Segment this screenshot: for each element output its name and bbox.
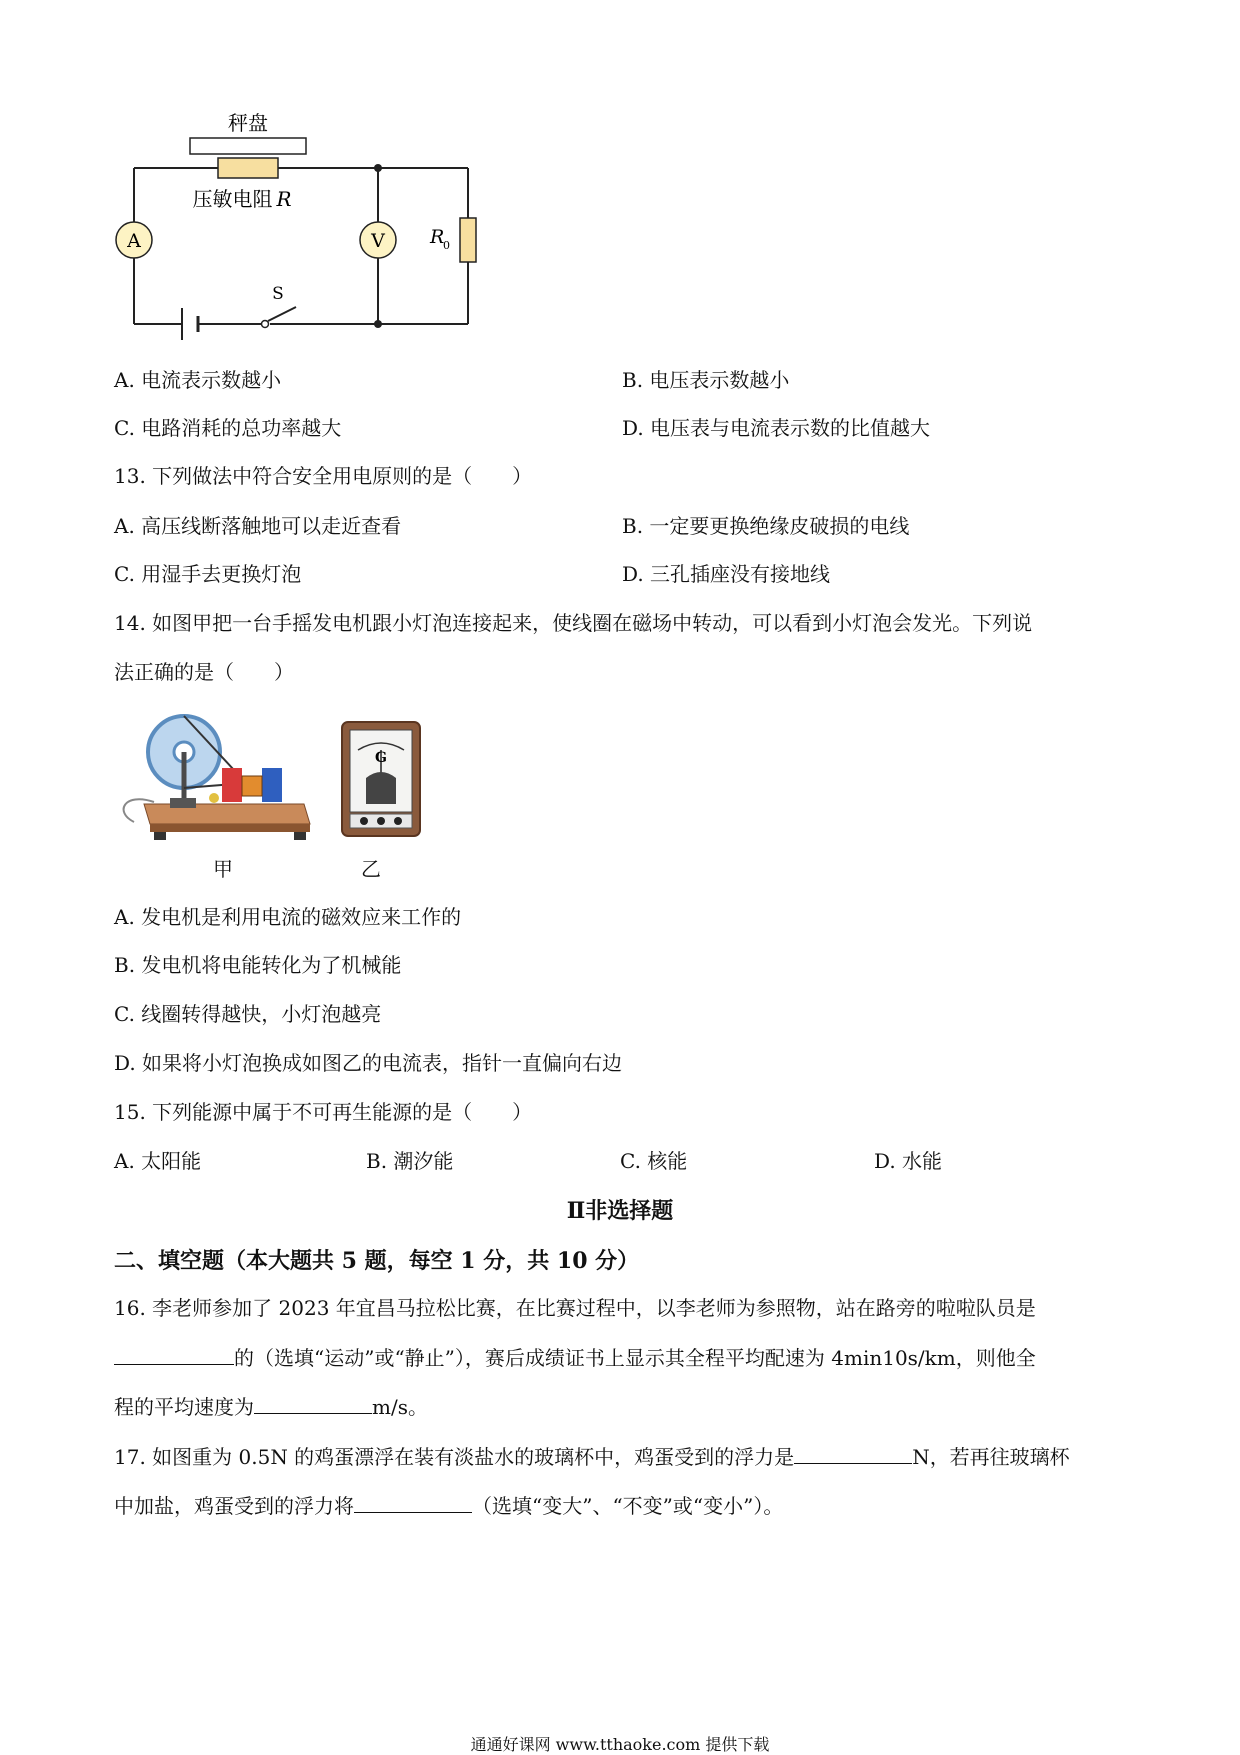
q12-option-b[interactable]: B. 电压表示数越小 bbox=[622, 368, 790, 392]
ammeter-label: A bbox=[127, 230, 141, 252]
pressure-resistor bbox=[218, 158, 278, 178]
galvanometer-figure bbox=[340, 720, 422, 840]
q17-line2 bbox=[114, 1490, 783, 1520]
q17-line1-prefix: 17. 如图重为 0.5N 的鸡蛋漂浮在装有淡盐水的玻璃杯中，鸡蛋受到的浮力是 bbox=[114, 1445, 795, 1469]
meter-letter-g: G bbox=[375, 750, 387, 766]
q17-line1 bbox=[114, 1441, 1070, 1471]
q15-stem: 15. 下列能源中属于不可再生能源的是（ ） bbox=[114, 1100, 533, 1124]
q17-line2-suffix: （选填“变大”、“不变”或“变小”）。 bbox=[472, 1494, 784, 1518]
section-two-title: 二、填空题（本大题共 5 题，每空 1 分，共 10 分） bbox=[114, 1248, 640, 1274]
pressure-circuit-diagram bbox=[100, 100, 500, 350]
scale-pan bbox=[190, 138, 306, 154]
scale-pan-label: 秤盘 bbox=[228, 111, 268, 135]
q14-option-a[interactable]: A. 发电机是利用电流的磁效应来工作的 bbox=[114, 905, 462, 929]
r0-subscript: 0 bbox=[443, 239, 450, 252]
q16-blank-1[interactable] bbox=[114, 1342, 234, 1365]
page-footer: 通通好课网 www.tthaoke.com 提供下载 bbox=[470, 1735, 770, 1754]
q16-line3 bbox=[114, 1391, 428, 1421]
q13-option-d[interactable]: D. 三孔插座没有接地线 bbox=[622, 562, 831, 586]
q16-line2 bbox=[114, 1342, 1036, 1372]
q14-option-d[interactable]: D. 如果将小灯泡换成如图乙的电流表，指针一直偏向右边 bbox=[114, 1051, 623, 1075]
q15-option-c[interactable]: C. 核能 bbox=[620, 1149, 688, 1173]
fixed-resistor-r0 bbox=[460, 218, 476, 262]
figure-jia-caption: 甲 bbox=[213, 857, 233, 881]
part-two-title: Ⅱ非选择题 bbox=[566, 1198, 674, 1224]
q15-option-b[interactable]: B. 潮汐能 bbox=[366, 1149, 454, 1173]
q17-line2-prefix: 中加盐，鸡蛋受到的浮力将 bbox=[114, 1494, 354, 1518]
q12-option-d[interactable]: D. 电压表与电流表示数的比值越大 bbox=[622, 416, 931, 440]
figure-yi-caption: 乙 bbox=[361, 857, 381, 881]
q14-option-c[interactable]: C. 线圈转得越快，小灯泡越亮 bbox=[114, 1002, 382, 1026]
q12-option-c[interactable]: C. 电路消耗的总功率越大 bbox=[114, 416, 342, 440]
q17-line1-suffix: N，若再往玻璃杯 bbox=[912, 1445, 1070, 1469]
q13-option-c[interactable]: C. 用湿手去更换灯泡 bbox=[114, 562, 302, 586]
q16-line3-prefix: 程的平均速度为 bbox=[114, 1395, 254, 1419]
q16-line2-text: 的（选填“运动”或“静止”），赛后成绩证书上显示其全程平均配速为 4min10s/km，则他全 bbox=[234, 1346, 1036, 1370]
q14-stem-line2: 法正确的是（ ） bbox=[114, 660, 294, 684]
q14-stem-line1: 14. 如图甲把一台手摇发电机跟小灯泡连接起来，使线圈在磁场中转动，可以看到小灯泡会发光。下列说 bbox=[114, 611, 1033, 635]
q13-stem: 13. 下列做法中符合安全用电原则的是（ ） bbox=[114, 464, 533, 488]
q13-option-a[interactable]: A. 高压线断落触地可以走近查看 bbox=[114, 514, 402, 538]
q13-option-b[interactable]: B. 一定要更换绝缘皮破损的电线 bbox=[622, 514, 910, 538]
q16-line3-suffix: m/s。 bbox=[372, 1395, 428, 1419]
q16-blank-2[interactable] bbox=[254, 1391, 372, 1414]
q17-blank-2[interactable] bbox=[354, 1490, 472, 1513]
resistor-symbol: R bbox=[276, 187, 292, 211]
q14-option-b[interactable]: B. 发电机将电能转化为了机械能 bbox=[114, 953, 402, 977]
q17-blank-1[interactable] bbox=[794, 1441, 912, 1464]
r0-label: R bbox=[430, 226, 445, 248]
q12-option-a[interactable]: A. 电流表示数越小 bbox=[114, 368, 282, 392]
q15-option-d[interactable]: D. 水能 bbox=[874, 1149, 943, 1173]
battery bbox=[182, 308, 198, 340]
q15-option-a[interactable]: A. 太阳能 bbox=[114, 1149, 202, 1173]
switch-label: S bbox=[272, 284, 284, 304]
hand-crank-generator-figure bbox=[114, 712, 314, 848]
resistor-label: 压敏电阻 R bbox=[192, 187, 292, 211]
voltmeter-label: V bbox=[371, 230, 385, 252]
q16-line1: 16. 李老师参加了 2023 年宜昌马拉松比赛，在比赛过程中，以李老师为参照物，站在路旁的啦啦队员是 bbox=[114, 1296, 1036, 1320]
